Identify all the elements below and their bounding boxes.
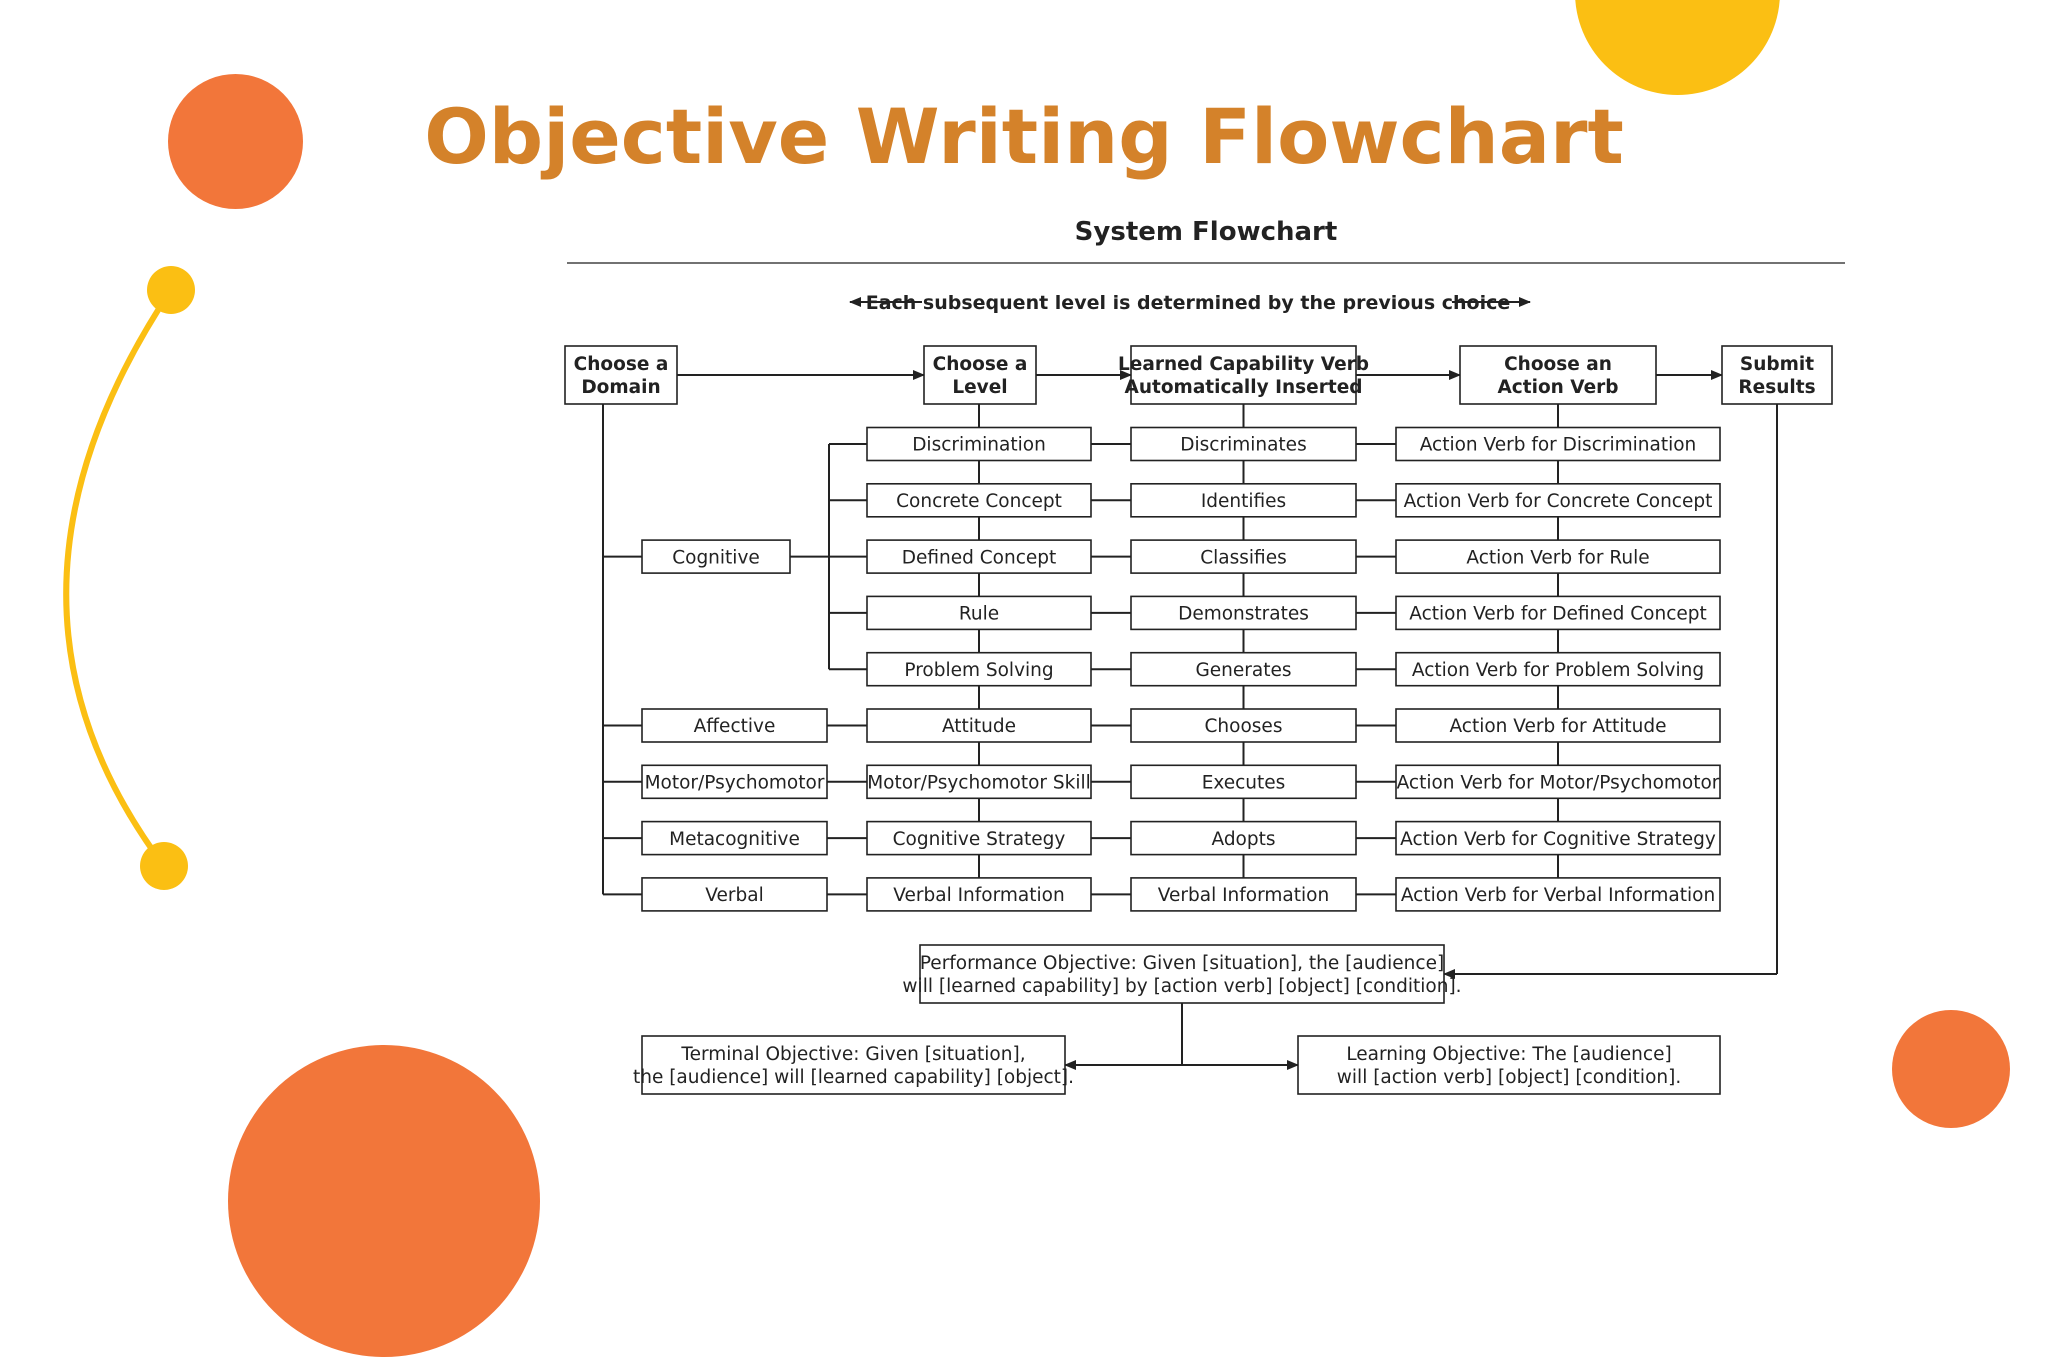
header-choose-domain <box>565 346 677 404</box>
capability-executes-6 <box>1131 765 1356 798</box>
level-rule-text: Rule <box>958 603 1000 625</box>
domain-verbal <box>642 878 827 911</box>
level-problem-solving-text: Problem Solving <box>904 659 1054 681</box>
capability-classifies-2 <box>1131 540 1356 573</box>
header-choose-domain-text: Choose a <box>573 354 669 376</box>
level-concrete-concept-text: Concrete Concept <box>896 490 1062 512</box>
domain-cognitive-text: Cognitive <box>672 547 760 569</box>
header-capability-verb <box>1118 346 1369 404</box>
level-defined-concept <box>867 540 1091 573</box>
level-cognitive-strategy <box>867 822 1091 855</box>
header-choose-level-text: Level <box>952 377 1008 399</box>
capability-verbal-information-8 <box>1131 878 1356 911</box>
capability-identifies-1-text: Identifies <box>1200 490 1287 512</box>
action-verb-action-verb-for-discrimination-text: Action Verb for Discrimination <box>1419 434 1697 456</box>
capability-verbal-information-8-text: Verbal Information <box>1157 885 1330 907</box>
domain-verbal-text: Verbal <box>705 885 764 907</box>
header-submit-results-text: Results <box>1738 377 1816 399</box>
level-attitude <box>867 709 1091 742</box>
action-verb-action-verb-for-cognitive-strategy-text: Action Verb for Cognitive Strategy <box>1400 828 1716 850</box>
capability-adopts-7 <box>1131 822 1356 855</box>
learning-objective-text: Learning Objective: The [audience] <box>1346 1044 1672 1066</box>
capability-classifies-2-text: Classifies <box>1200 547 1287 569</box>
capability-discriminates-0 <box>1131 428 1356 461</box>
capability-adopts-7-text: Adopts <box>1211 828 1276 850</box>
action-verb-action-verb-for-defined-concept-text: Action Verb for Defined Concept <box>1409 603 1707 625</box>
level-rule <box>867 596 1091 629</box>
terminal-objective <box>633 1036 1074 1094</box>
level-defined-concept-text: Defined Concept <box>901 547 1057 569</box>
level-cognitive-strategy-text: Cognitive Strategy <box>892 828 1066 850</box>
terminal-objective-text: the [audience] will [learned capability] [object]. <box>632 1067 1075 1089</box>
capability-discriminates-0-text: Discriminates <box>1180 434 1307 456</box>
level-motor-psychomotor-skill <box>867 765 1091 798</box>
action-verb-action-verb-for-rule-text: Action Verb for Rule <box>1466 547 1650 569</box>
level-concrete-concept <box>867 484 1091 517</box>
header-choose-level <box>924 346 1036 404</box>
action-verb-action-verb-for-verbal-information-text: Action Verb for Verbal Information <box>1400 885 1716 907</box>
learning-objective-text: will [action verb] [object] [condition]. <box>1336 1067 1682 1089</box>
level-problem-solving <box>867 653 1091 686</box>
action-verb-action-verb-for-discrimination <box>1396 428 1720 461</box>
header-choose-domain-text: Domain <box>581 377 661 399</box>
header-choose-level-text: Choose a <box>932 354 1028 376</box>
capability-chooses-5 <box>1131 709 1356 742</box>
action-verb-action-verb-for-cognitive-strategy <box>1396 822 1720 855</box>
level-verbal-information <box>867 878 1091 911</box>
domain-affective <box>642 709 827 742</box>
header-choose-action-verb-text: Choose an <box>1504 354 1612 376</box>
capability-demonstrates-3-text: Demonstrates <box>1178 603 1309 625</box>
header-choose-action-verb <box>1460 346 1656 404</box>
domain-cognitive <box>642 540 790 573</box>
capability-demonstrates-3 <box>1131 596 1356 629</box>
action-verb-action-verb-for-verbal-information <box>1396 878 1720 911</box>
learning-objective <box>1298 1036 1720 1094</box>
action-verb-action-verb-for-concrete-concept-text: Action Verb for Concrete Concept <box>1403 490 1713 512</box>
level-discrimination <box>867 428 1091 461</box>
domain-metacognitive-text: Metacognitive <box>669 828 800 850</box>
capability-generates-4-text: Generates <box>1195 659 1292 681</box>
capability-chooses-5-text: Chooses <box>1204 716 1283 738</box>
header-choose-action-verb-text: Action Verb <box>1497 377 1619 399</box>
level-verbal-information-text: Verbal Information <box>893 885 1065 907</box>
performance-objective-text: Performance Objective: Given [situation], the [audience] <box>919 953 1445 975</box>
action-verb-action-verb-for-motor-psychomotor-text: Action Verb for Motor/Psychomotor <box>1396 772 1720 794</box>
performance-objective <box>902 945 1461 1003</box>
action-verb-action-verb-for-attitude-text: Action Verb for Attitude <box>1449 716 1667 738</box>
header-submit-results <box>1722 346 1832 404</box>
slide-title: Objective Writing Flowchart <box>424 92 1624 181</box>
level-motor-psychomotor-skill-text: Motor/Psychomotor Skill <box>867 772 1091 794</box>
domain-metacognitive <box>642 822 827 855</box>
capability-generates-4 <box>1131 653 1356 686</box>
header-submit-results-text: Submit <box>1739 354 1815 376</box>
flowchart-note: Each subsequent level is determined by the previous choice <box>865 292 1511 314</box>
action-verb-action-verb-for-motor-psychomotor <box>1396 765 1720 798</box>
action-verb-action-verb-for-rule <box>1396 540 1720 573</box>
domain-affective-text: Affective <box>693 716 776 738</box>
action-verb-action-verb-for-concrete-concept <box>1396 484 1720 517</box>
capability-executes-6-text: Executes <box>1201 772 1286 794</box>
terminal-objective-text: Terminal Objective: Given [situation], <box>681 1044 1026 1066</box>
action-verb-action-verb-for-problem-solving-text: Action Verb for Problem Solving <box>1411 659 1705 681</box>
performance-objective-text: will [learned capability] by [action verb] [object] [condition]. <box>902 976 1462 998</box>
header-capability-verb-text: Learned Capability Verb <box>1118 354 1369 376</box>
header-capability-verb-text: Automatically Inserted <box>1124 377 1363 399</box>
action-verb-action-verb-for-defined-concept <box>1396 596 1720 629</box>
level-discrimination-text: Discrimination <box>912 434 1046 456</box>
domain-motor-psychomotor <box>642 765 827 798</box>
flowchart-subtitle: System Flowchart <box>1074 217 1338 247</box>
level-attitude-text: Attitude <box>941 716 1017 738</box>
action-verb-action-verb-for-attitude <box>1396 709 1720 742</box>
domain-motor-psychomotor-text: Motor/Psychomotor <box>644 772 825 794</box>
capability-identifies-1 <box>1131 484 1356 517</box>
action-verb-action-verb-for-problem-solving <box>1396 653 1720 686</box>
